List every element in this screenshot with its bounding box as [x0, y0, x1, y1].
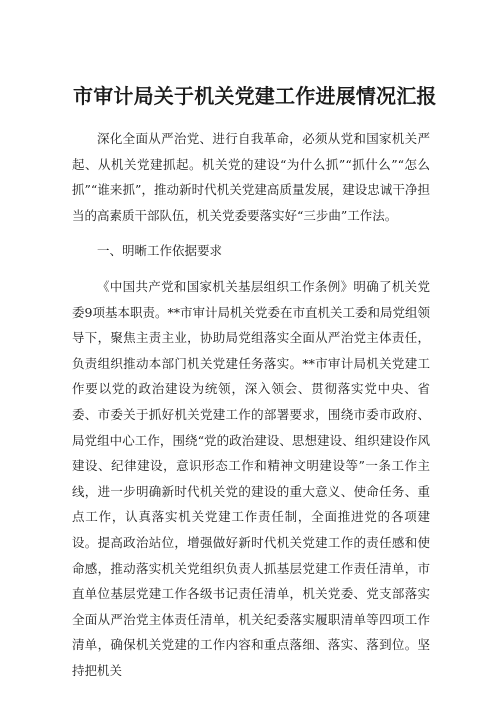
document-title: 市审计局关于机关党建工作进展情况汇报 — [73, 84, 437, 108]
section-heading: 一、明晰工作依据要求 — [97, 243, 223, 259]
document-body — [72, 126, 430, 683]
intro-paragraph: 深化全面从严治党、进行自我革命，必须从党和国家机关严起、从机关党建抓起。机关党的建设“为什么抓”“抓什么”“怎么抓”“谁来抓”，推动新时代机关党建高质量发展，建设忠诚干净担当的高素质干部队伍，机关党委要落实好“三步曲”工作法。 — [72, 131, 430, 223]
section-paragraph: 《中国共产党和国家机关基层组织工作条例》明确了机关党委9项基本职责。**市审计局机关党委在市直机关工委和局党组领导下，聚焦主责主业，协助局党组落实全面从严治党主体责任，负责组织推动本部门机关党建任务落实。**市审计局机关党建工作要以党的政治建设为统领，深入领会、贯彻落实党中央、省委、市委关于抓好机关党建工作的部署要求，围绕市委市政府、局党组中心工作，围绕“党的政治建设、思想建设、组织建设作风建设、纪律建设，意识形态工作和精神文明建设等”一条工作主线，进一步明确新时代机关党的建设的重大意义、使命任务、重点工作，认真落实机关党建工作责任制，全面推进党的各项建设。提高政治站位，增强做好新时代机关党建工作的责任感和使命感，推动落实机关党组织负责人抓基层党建工作责任清单，市直单位基层党建工作各级书记责任清单，机关党委、党支部落实全面从严治党主体责任清单，机关纪委落实履职清单等四项工作清单，确保机关党建的工作内容和重点落细、落实、落到位。坚持把机关 — [72, 278, 430, 678]
